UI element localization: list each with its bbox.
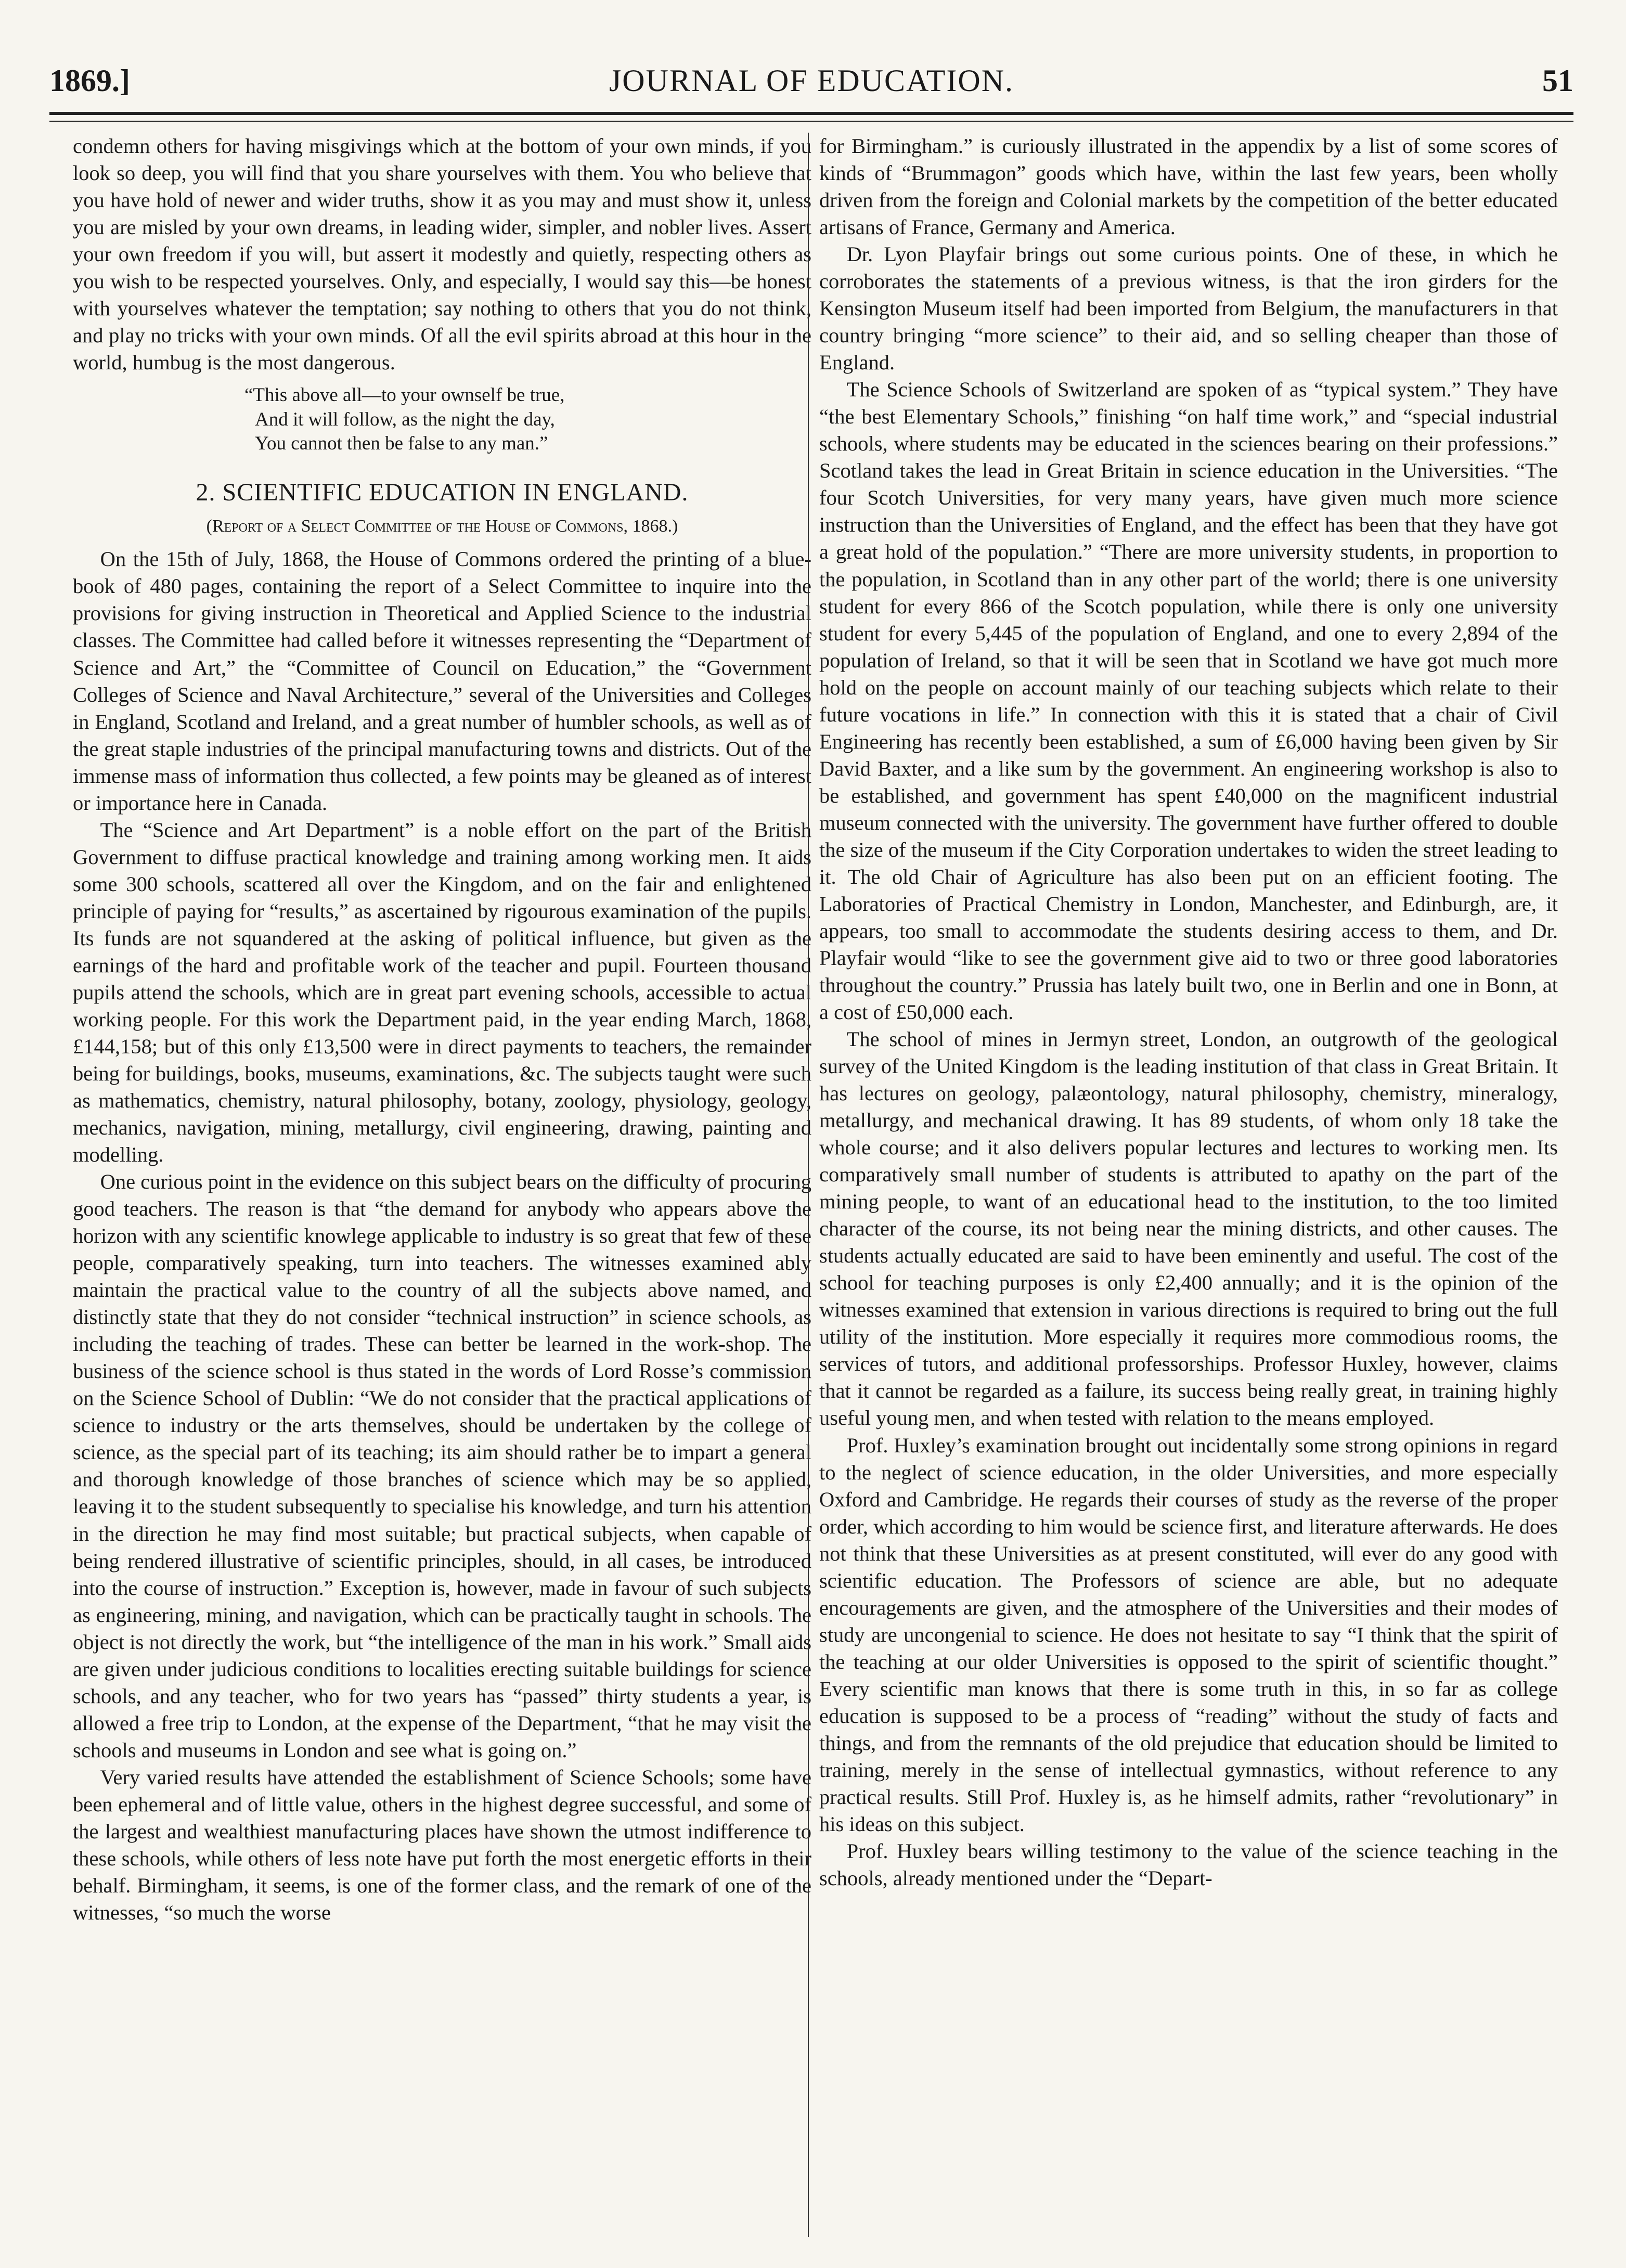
paragraph: One curious point in the evidence on this subject bears on the difficulty of procuring good teachers. The reason is that “the demand for anybody who appears above the horizon with any scientific knowlege applicable to industry is so great that few of these people, comparatively speaking, turn into teachers. The witnesses examined ably maintain the practical value to the country of all the subjects above named, and distinctly state that they do not consider “technical instruction” in science schools, as including the teaching of trades. These can better be learned in the work-shop. The business of the science school is thus stated in the words of Lord Rosse’s commission on the Science School of Dublin: “We do not consider that the practical applications of science to industry or the arts themselves, should be undertaken by the college of science, as the special part of its teaching; its aim should rather be to impart a general and thorough knowledge of those branches of science which may be so applied, leaving it to the student subsequently to specialise his knowledge, and turn his attention in the direction he may find most suitable; but practical subjects, when capable of being rendered illustrative of scientific principles, should, in all cases, be introduced into the course of instruction.” Exception is, however, made in favour of such subjects as engineering, mining, and navigation, which can be practically taught in schools. The object is not directly the work, but “the intelligence of the man in his work.” Small aids are given under judicious conditions to localities erecting suitable buildings for science schools, and any teacher, who for two years has “passed” thirty students a year, is allowed a free trip to London, at the expense of the Department, “that he may visit the schools and museums in London and see what is going on.” [73,1170,811,1762]
header-rule-thick [49,112,1573,115]
verse-line: And it will follow, as the night the day, [255,408,555,430]
right-column [819,133,1558,2245]
header-rule-thin [49,121,1573,122]
running-header [49,36,1573,99]
paragraph: The school of mines in Jermyn street, London, an outgrowth of the geological survey of the United Kingdom is the leading institution of that class in Great Britain. It has lectures on geology, palæontology, natural philosophy, chemistry, mineralogy, metallurgy, and mechanical drawing. It has 89 students, of whom only 18 take the whole course; and it also delivers popular lectures and lectures to working men. Its comparatively small number of students is attributed to apathy on the part of the mining people, to want of an educational head to the institution, to the too limited character of the course, its not being near the mining districts, and other causes. The students actually educated are said to have been eminently and useful. The cost of the school for teaching purposes is only £2,400 annually; and it is the opinion of the witnesses examined that extension in various directions is required to bring out the full utility of the institution. More especially it requires more commodious rooms, the services of tutors, and additional professorships. Professor Huxley, however, claims that it cannot be regarded as a failure, its success being really great, in training highly useful young men, and when tested with relation to the means employed. [819,1027,1558,1430]
section-title: 2. SCIENTIFIC EDUCATION IN ENGLAND. [196,479,689,507]
paragraph: Very varied results have attended the establishment of Science Schools; some have been ephemeral and of little value, others in the highest degree successful, and some of the largest and wealthiest manufacturing places have shown the utmost indifference to these schools, while others of less note have put forth the most energetic efforts in their behalf. Birmingham, it seems, is one of the former class, and the remark of one of the witnesses, “so much the worse [73,1765,811,1924]
paragraph: The Science Schools of Switzerland are spoken of as “typical system.” They have “the best Elementary Schools,” finishing “on half time work,” and “special industrial schools, where students may be educated in the sciences bearing on their professions.” Scotland takes the lead in Great Britain in science education in the Universities. “The four Scotch Universities, for very many years, have given much more science instruction than the Universities of England, and the effect has been that they have got a great hold of the population.” “There are more university students, in proportion to the population, in Scotland than in any other part of the world; there is one university student for every 866 of the Scotch population, while there is only one university student for every 5,445 of the population of England, and one to every 2,894 of the population of Ireland, so that it will be seen that in Scotland we have got much more hold on the people on account mainly of our teaching subjects which relate to their future vocations in life.” In connection with this it is stated that a chair of Civil Engineering has recently been established, a sum of £6,000 having been given by Sir David Baxter, and a like sum by the government. An engineering workshop is also to be established, and government has spent £40,000 on the magnificent industrial museum connected with the university. The government have further offered to double the size of the museum if the City Corporation undertakes to widen the street leading to it. The old Chair of Agriculture has also been put on an efficient footing. The Laboratories of Practical Chemistry in London, Manchester, and Edinburgh, are, it appears, too small to accommodate the students desiring access to them, and Dr. Playfair would “like to see the government give aid to two or three good laboratories throughout the country.” Prussia has lately built two, one in Berlin and one in Bonn, at a cost of £50,000 each. [819,378,1558,1024]
left-column [73,133,811,2245]
paragraph: Prof. Huxley’s examination brought out incidentally some strong opinions in regard to the neglect of science education, in the older Universities, and more especially Oxford and Cambridge. He regards their courses of study as the reverse of the proper order, which according to him would be science first, and literature afterwards. He does not think that these Universities as at present constituted, will ever do any good with scientific education. The Professors of science are able, but no adequate encouragements are given, and the atmosphere of the Universities and their modes of study are uncongenial to science. He does not hesitate to say “I think that the spirit of the teaching at our older Universities is opposed to the spirit of scientific thought.” Every scientific man knows that there is some truth in this, in so far as college education is supposed to be a process of “reading” without the study of facts and things, and from the remnants of the old prejudice that education should be limited to training, merely in the sense of intellectual gymnastics, without reference to any practical results. Still Prof. Huxley is, as he himself admits, rather “revolutionary” in his ideas on this subject. [819,1433,1558,1836]
verse-quote [73,383,811,456]
header-year: 1869.] [49,63,130,98]
verse-line: “This above all—to your ownself be true, [244,384,565,406]
paragraph: for Birmingham.” is curiously illustrated in the appendix by a list of some scores of kinds of “Brummagon” goods which have, within the last few years, been wholly driven from the foreign and Colonial markets by the competition of the better educated artisans of France, Germany and America. [819,134,1558,239]
column-divider [808,133,809,2237]
paragraph: The “Science and Art Department” is a noble effort on the part of the British Government to diffuse practical knowledge and training among working men. It aids some 300 schools, scattered all over the Kingdom, and on the fair and enlightened principle of paying for “results,” as ascertained by rigourous examination of the pupils. Its funds are not squandered at the asking of political influence, but given as the earnings of the hard and profitable work of the teacher and pupil. Fourteen thousand pupils attend the schools, which are in great part evening schools, accessible to actual working people. For this work the Department paid, in the year ending March, 1868, £144,158; but of this only £13,500 were in direct payments to teachers, the remainder being for buildings, books, museums, examinations, &c. The subjects taught were such as mathematics, chemistry, natural philosophy, botany, zoology, physiology, geology, mechanics, navigation, mining, metallurgy, civil engineering, drawing, painting and modelling. [73,818,811,1167]
journal-title: JOURNAL OF EDUCATION. [609,63,1014,98]
paragraph: condemn others for having misgivings which at the bottom of your own minds, if you look so deep, you will find that you share yourselves with them. You who believe that you have hold of newer and wider truths, show it as you may and must show it, unless you are misled by your own dreams, in leading wider, simpler, and nobler lives. Assert your own freedom if you will, but assert it modestly and quietly, respecting others as you wish to be respected yourselves. Only, and especially, I would say this—be honest with yourselves whatever the temptation; say nothing to others that you do not think, and play no tricks with your own minds. Of all the evil spirits abroad at this hour in the world, humbug is the most dangerous. [73,134,811,375]
section-subtitle: (Report of a Select Committee of the House of Commons, 1868.) [206,516,678,536]
paragraph: On the 15th of July, 1868, the House of Commons ordered the printing of a blue-book of 480 pages, containing the report of a Select Committee to inquire into the provisions for giving instruction in Theoretical and Applied Science to the industrial classes. The Committee had called before it witnesses representing the “Department of Science and Art,” the “Committee of Council on Education,” the “Government Colleges of Science and Naval Architecture,” several of the Universities and Colleges in England, Scotland and Ireland, and a great number of humbler schools, as well as of the great staple industries of the principal manufacturing towns and districts. Out of the immense mass of information thus collected, a few points may be gleaned as of interest or importance here in Canada. [73,547,811,815]
paragraph: Dr. Lyon Playfair brings out some curious points. One of these, in which he corroborates the statements of a previous witness, is that the iron girders for the Kensington Museum itself had been imported from Belgium, the manufacturers in that country bringing “more science” to their aid, and so selling cheaper than those of England. [819,242,1558,375]
verse-line: You cannot then be false to any man.” [255,432,548,454]
paragraph: Prof. Huxley bears willing testimony to the value of the science teaching in the schools, already mentioned under the “Depart- [819,1839,1558,1890]
page-number: 51 [1542,63,1573,98]
